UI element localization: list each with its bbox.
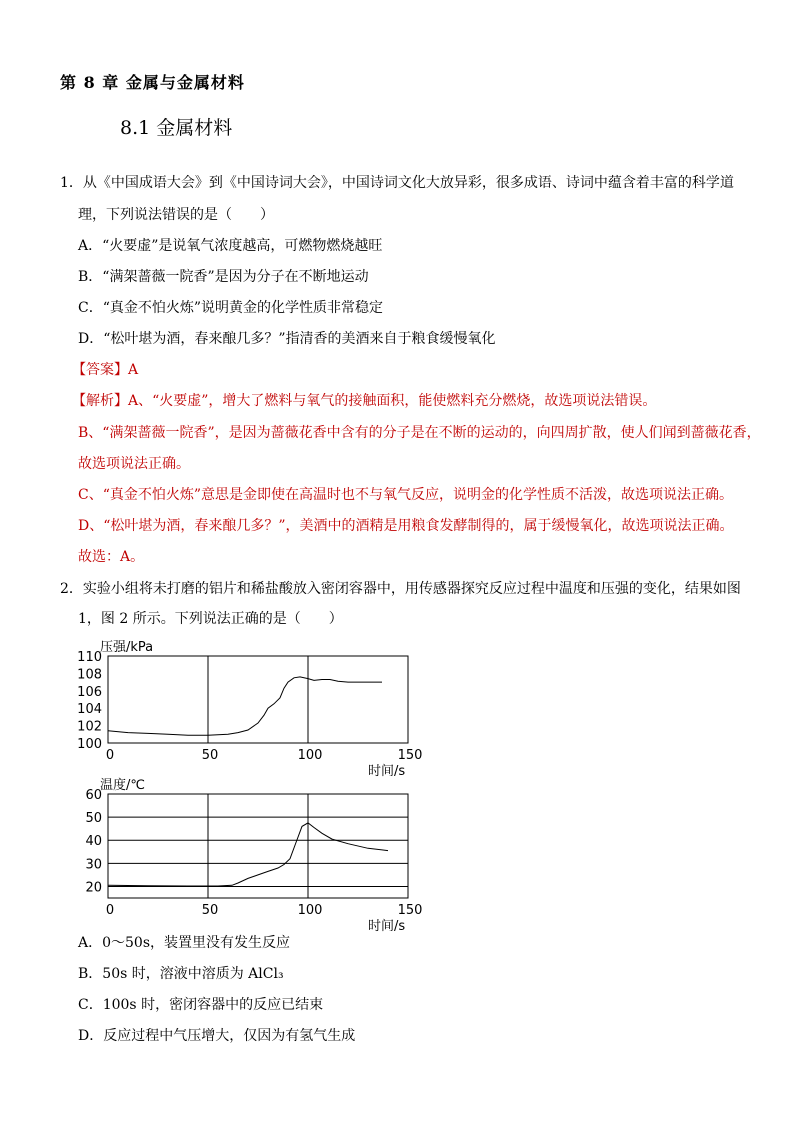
y-tick-label: 50 bbox=[85, 811, 102, 827]
temperature-chart bbox=[70, 776, 450, 934]
x-tick-label: 100 bbox=[297, 748, 323, 763]
q1-stem-line1: 1．从《中国成语大会》到《中国诗词大会》，中国诗词文化大放异彩，很多成语、诗词中蕴含着丰富的科学道 bbox=[60, 175, 734, 191]
chapter-title: 第 8 章 金属与金属材料 bbox=[60, 73, 245, 92]
y-tick-label: 104 bbox=[77, 702, 102, 718]
q1-conclusion: 故选：A。 bbox=[78, 549, 145, 565]
y-tick-label: 30 bbox=[85, 857, 102, 873]
y-axis-label: 温度/℃ bbox=[100, 778, 145, 793]
q1-analysis-line1 bbox=[72, 390, 656, 410]
q2-stem-line1: 2．实验小组将未打磨的铝片和稀盐酸放入密闭容器中，用传感器探究反应过程中温度和压强的变化，结果如图 bbox=[60, 581, 741, 597]
y-tick-label: 100 bbox=[77, 737, 102, 752]
x-tick-label: 0 bbox=[105, 748, 115, 763]
answer-label: 【答案】 bbox=[72, 362, 128, 378]
x-axis-label: 时间/s bbox=[368, 919, 406, 934]
q2-option-a: A．0～50s，装置里没有发生反应 bbox=[78, 935, 291, 951]
q1-stem-line2: 理，下列说法错误的是（ ） bbox=[78, 207, 274, 223]
analysis-label: 【解析】 bbox=[72, 393, 128, 409]
q1-option-a: A．“火要虚”是说氧气浓度越高，可燃物燃烧越旺 bbox=[78, 238, 383, 254]
y-tick-label: 108 bbox=[77, 667, 102, 683]
q2-stem-line2: 1，图 2 所示。下列说法正确的是（ ） bbox=[78, 611, 343, 627]
x-tick-label: 100 bbox=[297, 903, 323, 918]
y-tick-label: 40 bbox=[85, 834, 102, 850]
plot-frame bbox=[108, 656, 408, 743]
q1-answer bbox=[72, 359, 138, 379]
x-tick-label: 0 bbox=[105, 903, 115, 918]
x-tick-label: 50 bbox=[201, 903, 219, 918]
q1-analysis-line5: D、“松叶堪为酒，春来酿几多？”，美酒中的酒精是用粮食发酵制得的，属于缓慢氧化，故选项说法正确。 bbox=[78, 518, 734, 534]
x-tick-label: 50 bbox=[201, 748, 219, 763]
series-line-temperature bbox=[108, 823, 388, 886]
q1-option-b: B．“满架蔷薇一院香”是因为分子在不断地运动 bbox=[78, 269, 369, 285]
q2-option-d: D．反应过程中气压增大，仅因为有氢气生成 bbox=[78, 1028, 356, 1044]
answer-value: A bbox=[128, 362, 139, 378]
q1-analysis-line3: 故选项说法正确。 bbox=[78, 456, 190, 472]
y-tick-label: 106 bbox=[77, 684, 102, 700]
x-tick-label: 150 bbox=[397, 748, 423, 763]
section-title: 8.1 金属材料 bbox=[120, 117, 233, 139]
y-tick-label: 110 bbox=[77, 650, 102, 665]
analysis-text: A、“火要虚”，增大了燃料与氧气的接触面积，能使燃料充分燃烧，故选项说法错误。 bbox=[128, 393, 657, 409]
series-line-pressure bbox=[108, 677, 382, 735]
x-axis-label: 时间/s bbox=[368, 764, 406, 779]
y-tick-label: 102 bbox=[77, 719, 102, 735]
y-axis-label: 压强/kPa bbox=[100, 640, 154, 655]
plot-frame bbox=[108, 794, 408, 898]
q2-option-b: B．50s 时，溶液中溶质为 AlCl₃ bbox=[78, 966, 284, 982]
pressure-chart bbox=[70, 632, 450, 780]
x-tick-label: 150 bbox=[397, 903, 423, 918]
y-tick-label: 60 bbox=[85, 788, 102, 803]
q1-analysis-line4: C、“真金不怕火炼”意思是金即使在高温时也不与氧气反应，说明金的化学性质不活泼，故选项说法正确。 bbox=[78, 487, 734, 503]
q2-option-c: C．100s 时，密闭容器中的反应已结束 bbox=[78, 997, 324, 1013]
q1-option-d: D．“松叶堪为酒，春来酿几多？”指清香的美酒来自于粮食缓慢氧化 bbox=[78, 331, 496, 347]
q1-option-c: C．“真金不怕火炼”说明黄金的化学性质非常稳定 bbox=[78, 300, 384, 316]
q1-analysis-line2: B、“满架蔷薇一院香”，是因为蔷薇花香中含有的分子是在不断的运动的，向四周扩散，使人们闻到蔷薇花香， bbox=[78, 425, 761, 441]
y-tick-label: 20 bbox=[85, 880, 102, 896]
